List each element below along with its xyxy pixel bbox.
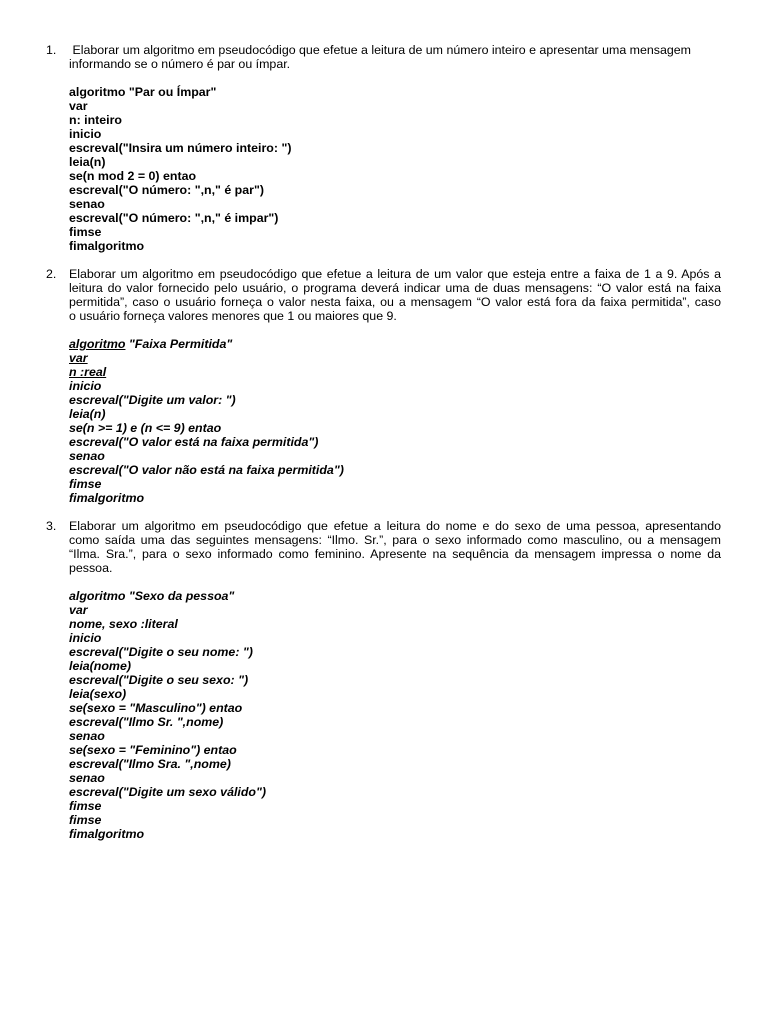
code-line: escreval("Ilmo Sra. ",nome) <box>69 757 231 771</box>
code-line: senao <box>69 729 105 743</box>
keyword-var: var <box>69 351 88 365</box>
code-line: leia(nome) <box>69 659 131 673</box>
code-line: fimse <box>69 799 102 813</box>
question-text-line: como saída uma das seguintes mensagens: “Ilmo. Sr.”, para o sexo informado como masculino, ou a mensagem <box>69 533 721 547</box>
algorithm-name: "Faixa Permitida" <box>125 337 233 351</box>
question-text-line: Elaborar um algoritmo em pseudocódigo que efetue a leitura de um número inteiro e apresentar uma mensagem <box>69 43 691 57</box>
code-line: escreval("O número: ",n," é par") <box>69 183 264 197</box>
code-line <box>69 365 344 379</box>
keyword-algoritmo: algoritmo <box>69 337 126 351</box>
question-text-line: pessoa. <box>69 561 113 575</box>
question-text-line: leitura do valor fornecido pelo usuário, o programa deverá indicar uma de duas mensagens: “O valor está na faixa <box>69 281 721 295</box>
code-line: fimse <box>69 225 102 239</box>
code-line: fimse <box>69 813 102 827</box>
question-text-line: “Ilma. Sra.”, para o sexo informado como feminino. Apresente na sequência da mensagem impressa o nome da <box>69 547 721 561</box>
question-text <box>69 43 721 71</box>
code-line: algoritmo "Par ou Ímpar" <box>69 85 217 99</box>
code-line: fimse <box>69 477 102 491</box>
code-line: se(sexo = "Feminino") entao <box>69 743 237 757</box>
code-line: var <box>69 99 88 113</box>
code-line: var <box>69 603 88 617</box>
code-line: escreval("O valor não está na faixa permitida") <box>69 463 344 477</box>
code-line: se(n mod 2 = 0) entao <box>69 169 197 183</box>
code-line: escreval("Insira um número inteiro: ") <box>69 141 292 155</box>
code-line: leia(n) <box>69 155 106 169</box>
code-line: fimalgoritmo <box>69 239 145 253</box>
code-line: inicio <box>69 379 102 393</box>
code-line: escreval("Digite o seu nome: ") <box>69 645 253 659</box>
code-line: escreval("Ilmo Sr. ",nome) <box>69 715 224 729</box>
question-text-line: o usuário forneça valores menores que 1 ou maiores que 9. <box>69 309 397 323</box>
code-line: fimalgoritmo <box>69 491 145 505</box>
pseudocode-block <box>69 337 344 505</box>
question-text <box>69 267 721 323</box>
code-line: senao <box>69 197 105 211</box>
code-line <box>69 351 344 365</box>
question-text-line: Elaborar um algoritmo em pseudocódigo que efetue a leitura de um valor que esteja entre a faixa de 1 a 9. Após a <box>69 267 721 281</box>
code-line: senao <box>69 771 105 785</box>
code-line <box>69 337 344 351</box>
question-number: 1. <box>46 43 57 57</box>
code-line: escreval("O valor está na faixa permitida") <box>69 435 319 449</box>
variable-declaration: n :real <box>69 365 107 379</box>
code-line: leia(sexo) <box>69 687 127 701</box>
question-number: 3. <box>46 519 57 533</box>
code-line: n: inteiro <box>69 113 122 127</box>
code-line: nome, sexo :literal <box>69 617 178 631</box>
code-line: inicio <box>69 127 102 141</box>
question-text-line: Elaborar um algoritmo em pseudocódigo que efetue a leitura do nome e do sexo de uma pessoa, apresentando <box>69 519 721 533</box>
code-line: se(sexo = "Masculino") entao <box>69 701 243 715</box>
code-line: inicio <box>69 631 102 645</box>
code-line: se(n >= 1) e (n <= 9) entao <box>69 421 222 435</box>
code-line: senao <box>69 449 105 463</box>
question-text-line: informando se o número é par ou ímpar. <box>69 57 291 71</box>
pseudocode-block <box>69 85 291 253</box>
code-line: algoritmo "Sexo da pessoa" <box>69 589 235 603</box>
code-line: escreval("O número: ",n," é impar") <box>69 211 279 225</box>
question-text <box>69 519 721 575</box>
code-line: escreval("Digite o seu sexo: ") <box>69 673 249 687</box>
code-line: escreval("Digite um valor: ") <box>69 393 236 407</box>
code-line: leia(n) <box>69 407 106 421</box>
code-line: fimalgoritmo <box>69 827 145 841</box>
pseudocode-block <box>69 589 266 841</box>
question-number: 2. <box>46 267 57 281</box>
code-line: escreval("Digite um sexo válido") <box>69 785 266 799</box>
question-text-line: permitida”, caso o usuário forneça o valor nesta faixa, ou a mensagem “O valor está fora da faixa permitida”, caso <box>69 295 721 309</box>
